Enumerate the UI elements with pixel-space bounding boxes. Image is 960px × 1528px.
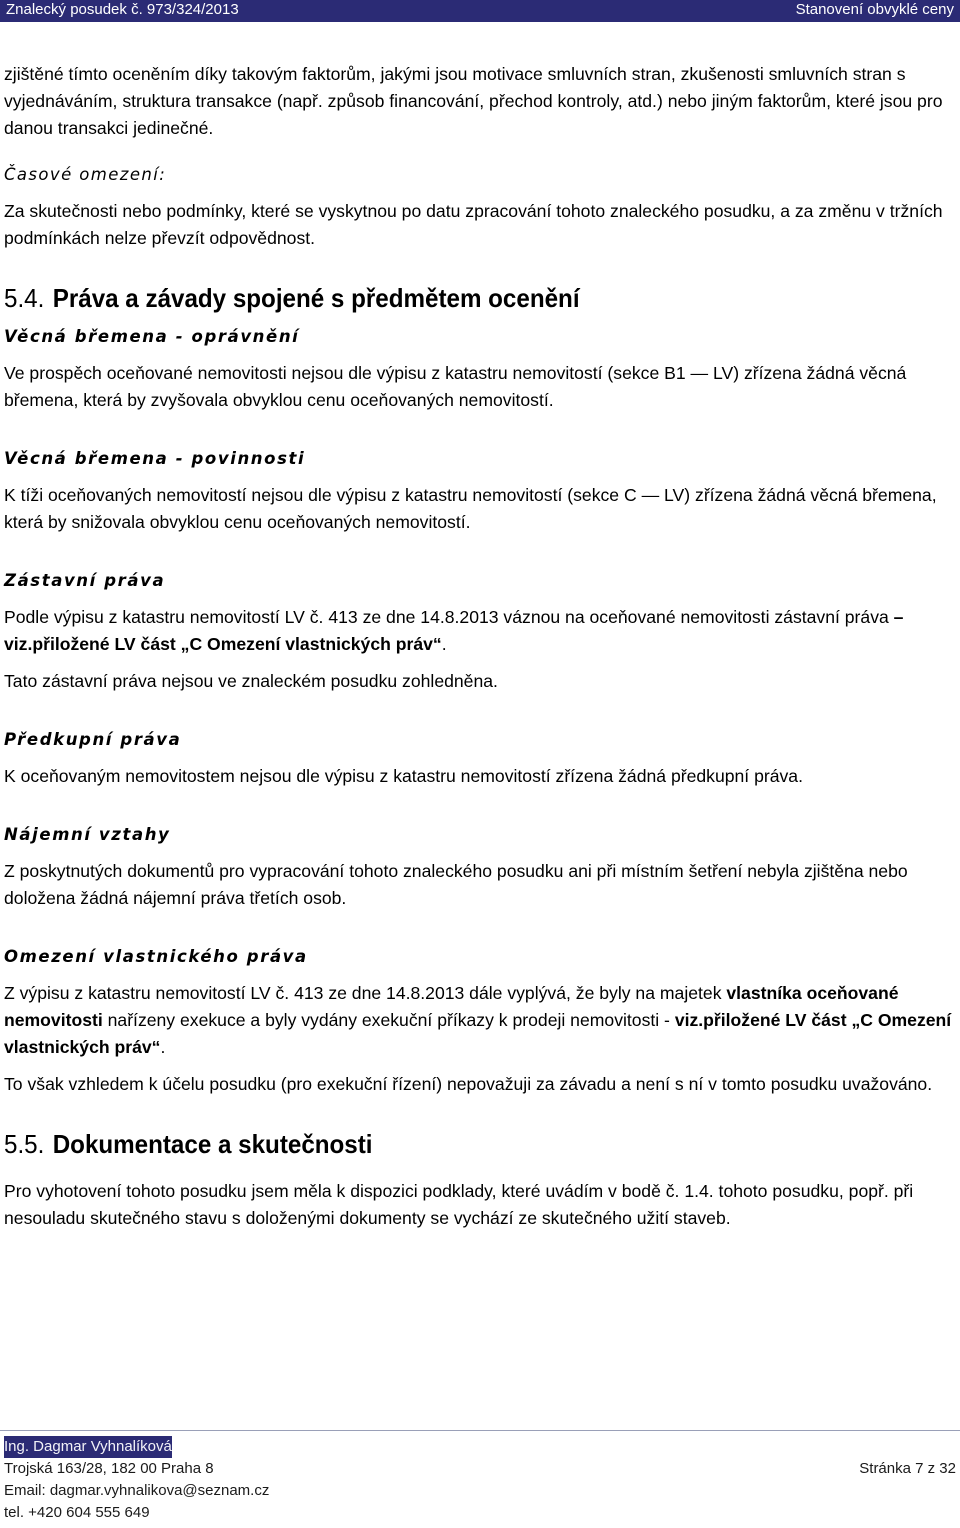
time-limit-paragraph: Za skutečnosti nebo podmínky, které se vyskytnou po datu zpracování tohoto znaleckého posudku, a za změnu v tržních podmínkách nelze převzít odpovědnost.	[4, 201, 943, 248]
ownership-owner: vlastníka oceňované nemovitosti	[4, 983, 899, 1030]
easements-duties-paragraph: K tíži oceňovaných nemovitostí nejsou dle výpisu z katastru nemovitostí (sekce C — LV) zřízena žádná věcná břemena, která by snižovala obvyklou cenu oceňovaných nemovitostí.	[4, 485, 937, 532]
ownership-paragraph	[4, 980, 956, 1061]
ownership-heading: Omezení vlastnického práva	[4, 947, 308, 966]
header-report-number: Znalecký posudek č. 973/324/2013	[6, 1, 239, 18]
footer-author-name: Ing. Dagmar Vyhnalíková	[4, 1436, 172, 1458]
footer-address: Trojská 163/28, 182 00 Praha 8	[4, 1460, 214, 1477]
lease-heading: Nájemní vztahy	[4, 825, 171, 844]
document-body	[4, 61, 956, 1232]
section-5-4-heading	[4, 283, 889, 313]
liens-heading: Zástavní práva	[4, 571, 166, 590]
ownership-note: To však vzhledem k účelu posudku (pro exekuční řízení) nepovažuji za závadu a není s ní v tomto posudku uvažováno.	[4, 1074, 933, 1094]
easements-rights-heading: Věcná břemena - oprávnění	[4, 327, 300, 346]
liens-note: Tato zástavní práva nejsou ve znaleckém posudku zohledněna.	[4, 671, 498, 691]
liens-text-end: .	[441, 634, 447, 654]
ownership-text-end: .	[160, 1037, 166, 1057]
liens-text: Podle výpisu z katastru nemovitostí LV č. 413 ze dne 14.8.2013 váznou na oceňované nemovitosti zástavní práva	[4, 607, 894, 627]
preemption-paragraph: K oceňovaným nemovitostem nejsou dle výpisu z katastru nemovitostí zřízena žádná předkupní práva.	[4, 766, 803, 786]
footer-phone: tel. +420 604 555 649	[4, 1504, 150, 1521]
section-5-4-title: Práva a závady spojené s předmětem ocenění	[52, 283, 580, 313]
section-5-5-title: Dokumentace a skutečnosti	[52, 1129, 373, 1159]
lease-paragraph: Z poskytnutých dokumentů pro vypracování tohoto znaleckého posudku ani při místním šetření nebyla zjištěna nebo doložena žádná nájemní práva třetích osob.	[4, 861, 908, 908]
section-5-5-heading	[4, 1129, 889, 1159]
easements-rights-paragraph: Ve prospěch oceňované nemovitosti nejsou dle výpisu z katastru nemovitostí (sekce B1 — LV) zřízena žádná věcná břemena, která by zvyšovala obvyklou cenu oceňovaných nemovitostí.	[4, 363, 907, 410]
section-5-5-number: 5.5.	[4, 1129, 45, 1159]
time-limit-heading: Časové omezení:	[4, 165, 167, 184]
easements-duties-heading: Věcná břemena - povinnosti	[4, 449, 306, 468]
ownership-text: Z výpisu z katastru nemovitostí LV č. 413 ze dne 14.8.2013 dále vyplývá, že byly na majetek	[4, 983, 727, 1003]
intro-paragraph: zjištěné tímto oceněním díky takovým faktorům, jakými jsou motivace smluvních stran, zkušenosti smluvních stran s vyjednáváním, struktura transakce (např. způsob financování, přechod kontroly, atd.) nebo jiným faktorům, které jsou pro danou transakci jedinečné.	[4, 64, 943, 138]
liens-reference: – viz.přiložené LV část „C Omezení vlastnických práv“	[4, 607, 904, 654]
header-section-title: Stanovení obvyklé ceny	[795, 1, 954, 18]
footer-page-number: Stránka 7 z 32	[859, 1460, 956, 1477]
footer-email: Email: dagmar.vyhnalikova@seznam.cz	[4, 1482, 270, 1499]
documentation-paragraph: Pro vyhotovení tohoto posudku jsem měla k dispozici podklady, které uvádím v bodě č. 1.4. tohoto posudku, popř. při nesouladu skutečného stavu s doloženými dokumenty se vychází ze skutečného užití staveb.	[4, 1181, 914, 1228]
liens-paragraph	[4, 604, 956, 658]
preemption-heading: Předkupní práva	[4, 730, 182, 749]
ownership-reference: viz.přiložené LV část „C Omezení vlastnických práv“	[4, 1010, 952, 1057]
page-header	[0, 0, 960, 22]
section-5-4-number: 5.4.	[4, 283, 45, 313]
ownership-text-mid: nařízeny exekuce a byly vydány exekuční příkazy k prodeji nemovitosti -	[102, 1010, 675, 1030]
footer-divider	[0, 1430, 960, 1431]
